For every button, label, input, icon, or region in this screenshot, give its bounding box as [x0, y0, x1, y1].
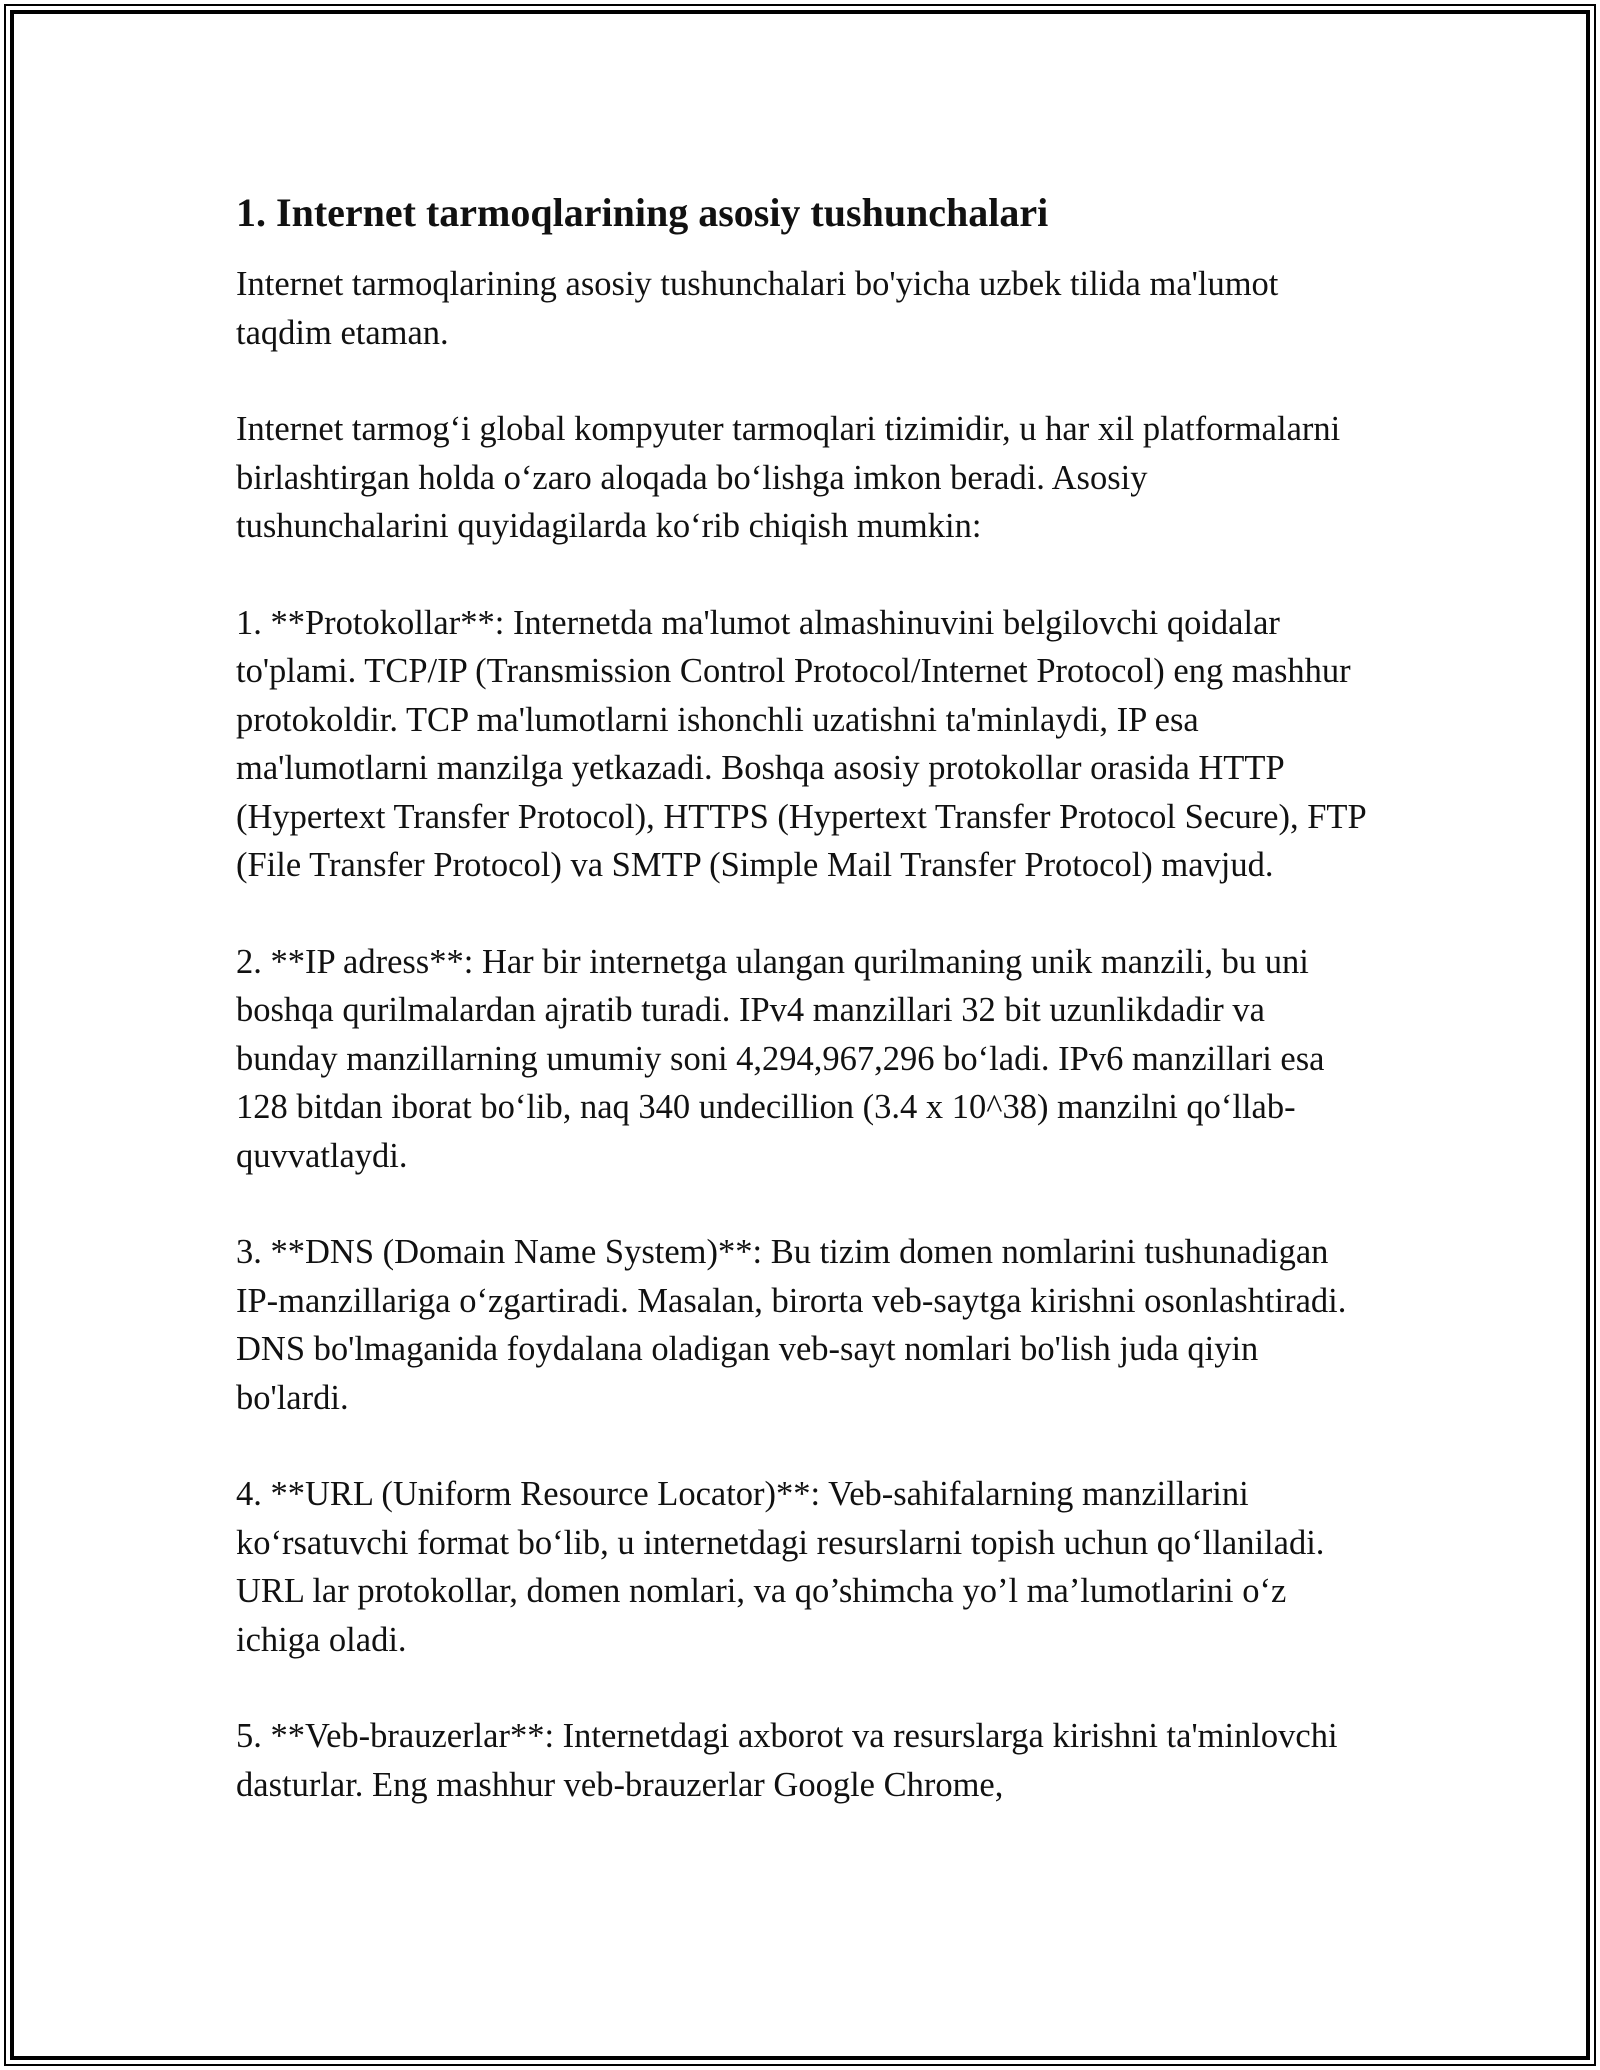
paragraph-dns: 3. **DNS (Domain Name System)**: Bu tizim domen nomlarini tushunadigan IP-manzillariga o‘zgartiradi. Masalan, birorta veb-saytga kirishni osonlashtiradi. DNS bo'lmaganida foydalana oladigan veb-sayt nomlari bo'lish juda qiyin bo'lardi. — [236, 1233, 1347, 1417]
paragraph-web-browsers: 5. **Veb-brauzerlar**: Internetdagi axborot va resurslarga kirishni ta'minlovchi dasturlar. Eng mashhur veb-brauzerlar Google Chrome, — [236, 1717, 1338, 1804]
document-body — [236, 186, 1366, 1857]
paragraph-intro: Internet tarmoqlarining asosiy tushunchalari bo'yicha uzbek tilida ma'lumot taqdim etaman. — [236, 265, 1279, 352]
paragraph-protocols: 1. **Protokollar**: Internetda ma'lumot almashinuvini belgilovchi qoidalar to'plami. TCP/IP (Transmission Control Protocol/Internet Protocol) eng mashhur protokoldir. TCP ma'lumotlarni ishonchli uzatishni ta'minlaydi, IP esa ma'lumotlarni manzilga yetkazadi. Boshqa asosiy protokollar orasida HTTP (Hypertext Transfer Protocol), HTTPS (Hypertext Transfer Protocol Secure), FTP (File Transfer Protocol) va SMTP (Simple Mail Transfer Protocol) mavjud. — [236, 603, 1366, 884]
paragraph-overview: Internet tarmog‘i global kompyuter tarmoqlari tizimidir, u har xil platformalarni birlashtirgan holda o‘zaro aloqada bo‘lishga imkon beradi. Asosiy tushunchalarini quyidagilarda ko‘rib chiqish mumkin: — [236, 410, 1341, 545]
paragraph-url: 4. **URL (Uniform Resource Locator)**: Veb-sahifalarning manzillarini ko‘rsatuvchi format bo‘lib, u internetdagi resurslarni topish uchun qo‘llaniladi. URL lar protokollar, domen nomlari, va qo’shimcha yo’l ma’lumotlarini o‘z ichiga oladi. — [236, 1475, 1325, 1659]
paragraph-ip-address: 2. **IP adress**: Har bir internetga ulangan qurilmaning unik manzili, bu uni boshqa qurilmalardan ajratib turadi. IPv4 manzillari 32 bit uzunlikdadir va bunday manzillarning umumiy soni 4,294,967,296 bo‘ladi. IPv6 manzillari esa 128 bitdan iborat bo‘lib, naq 340 undecillion (3.4 x 10^38) manzilni qo‘llab-quvvatlaydi. — [236, 942, 1325, 1175]
document-title: 1. Internet tarmoqlarining asosiy tushunchalari — [236, 190, 1049, 235]
